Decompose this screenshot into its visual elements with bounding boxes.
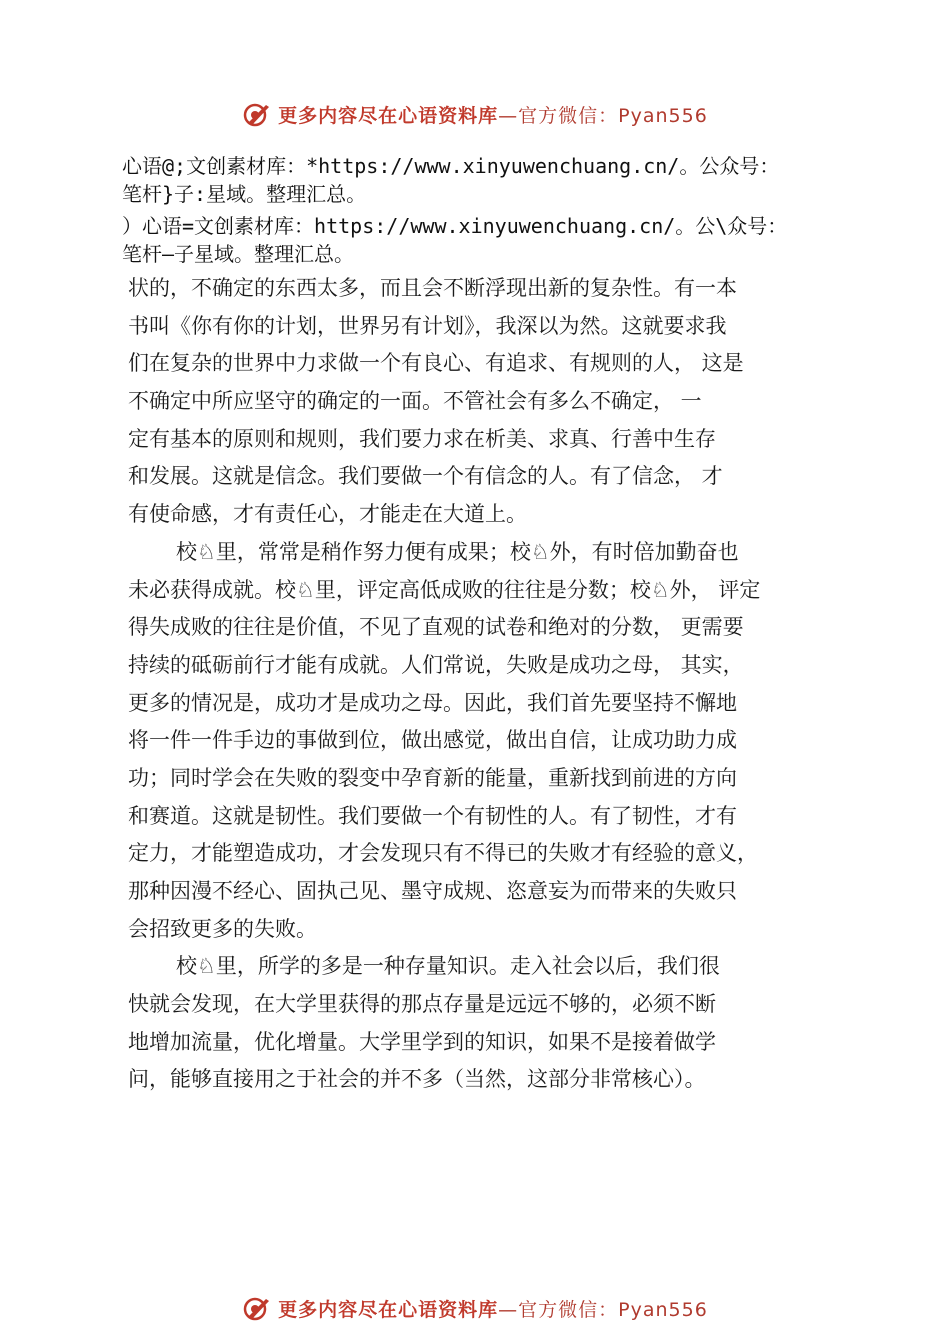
body-text — [128, 270, 858, 1099]
watermark-line: 笔杆}子:星域。整理汇总。 — [122, 182, 367, 206]
paragraph-line: 更多的情况是，成功才是成功之母。因此，我们首先要坚持不懈地 — [128, 690, 737, 715]
brush-logo-icon — [242, 1293, 272, 1323]
paragraph-line: 将一件一件手边的事做到位，做出感觉，做出自信，让成功助力成 — [128, 728, 737, 753]
paragraph-line: 定力，才能塑造成功，才会发现只有不得已的失败才有经验的意义， — [128, 841, 758, 866]
watermark-line: 笔杆—子星域。整理汇总。 — [122, 242, 355, 266]
banner-sub: 官方微信：Pyan556 — [518, 1298, 708, 1321]
paragraph-line: 状的，不确定的东西太多，而且会不断浮现出新的复杂性。有一本 — [128, 276, 737, 300]
paragraph-line: 们在复杂的世界中力求做一个有良心、有追求、有规则的人， 这是 — [128, 351, 744, 376]
paragraph-line: 未必获得成就。校♘里，评定高低成败的往往是分数；校♘外， 评定 — [128, 577, 761, 602]
paragraph-line: 校♘里，常常是稍作努力便有成果；校♘外，有时倍加勤奋也 — [176, 539, 739, 564]
paragraph-line: 校♘里，所学的多是一种存量知识。走入社会以后，我们很 — [176, 954, 720, 979]
banner-dash: — — [498, 1298, 519, 1321]
banner-text — [278, 101, 708, 128]
paragraph-line: 那种因漫不经心、固执己见、墨守成规、恣意妄为而带来的失败只 — [128, 879, 737, 903]
paragraph-line: 和赛道。这就是韧性。我们要做一个有韧性的人。有了韧性，才有 — [128, 803, 737, 828]
paragraph-line: 有使命感，才有责任心，才能走在大道上。 — [128, 502, 527, 527]
banner-main: 更多内容尽在心语资料库 — [278, 1298, 499, 1321]
paragraph-line: 和发展。这就是信念。我们要做一个有信念的人。有了信念， 才 — [128, 464, 723, 489]
paragraph-line: 问，能够直接用之于社会的并不多（当然，这部分非常核心）。 — [128, 1067, 706, 1092]
banner-sub: 官方微信：Pyan556 — [518, 104, 708, 127]
footer-banner — [0, 1288, 950, 1328]
paragraph-line: 会招致更多的失败。 — [128, 916, 317, 941]
brush-logo-icon — [242, 99, 272, 129]
paragraph-line: 持续的砥砺前行才能有成就。人们常说，失败是成功之母， 其实， — [128, 652, 744, 677]
paragraph-line: 得失成败的往往是价值，不见了直观的试卷和绝对的分数， 更需要 — [128, 615, 744, 640]
paragraph-line: 定有基本的原则和规则，我们要力求在析美、求真、行善中生存 — [128, 426, 716, 451]
banner-main: 更多内容尽在心语资料库 — [278, 104, 499, 127]
banner-text — [278, 1295, 708, 1322]
banner-dash: — — [498, 104, 519, 127]
paragraph-line: 功；同时学会在失败的裂变中孕育新的能量，重新找到前进的方向 — [128, 765, 737, 790]
paragraph-line: 不确定中所应坚守的确定的一面。不管社会有多么不确定， 一 — [128, 389, 702, 414]
watermark-line: 心语@;文创素材库：*https://www.xinyuwenchuang.cn/。公众号： — [122, 154, 780, 178]
header-banner — [0, 94, 950, 134]
paragraph-line: 地增加流量，优化增量。大学里学到的知识，如果不是接着做学 — [128, 1029, 716, 1054]
paragraph-line: 快就会发现，在大学里获得的那点存量是远远不够的，必须不断 — [128, 992, 716, 1017]
paragraph-line: 书叫《你有你的计划，世界另有计划》，我深以为然。这就要求我 — [128, 313, 727, 338]
watermark-line: ）心语=文创素材库：https://www.xinyuwenchuang.cn/。公\众号： — [122, 214, 788, 238]
